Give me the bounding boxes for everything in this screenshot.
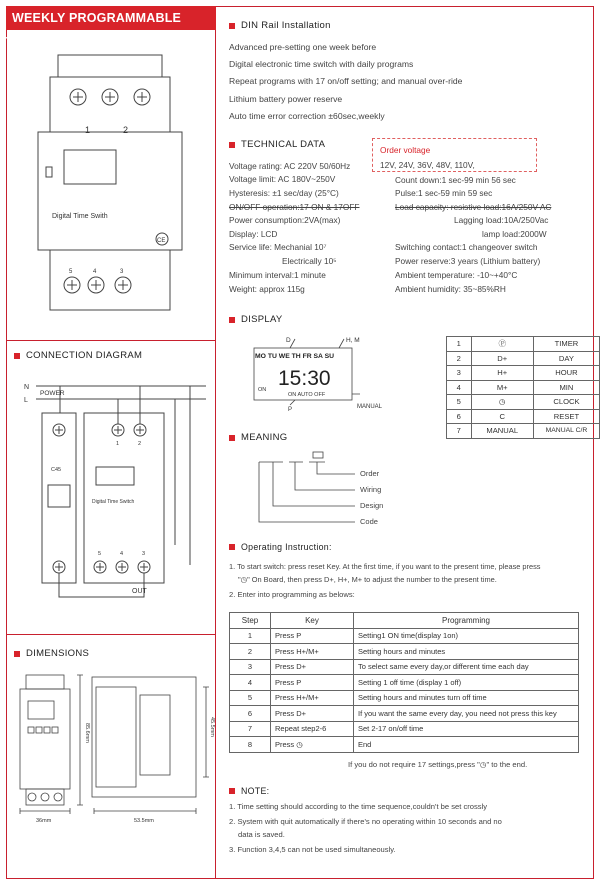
dimension-width: 36mm: [36, 818, 52, 824]
terminal-label: 5: [69, 269, 73, 275]
power-label: POWER: [40, 390, 65, 397]
table-row: 5 Press H+/M+ Setting hours and minutes turn off time: [230, 690, 579, 706]
note-line: data is saved.: [238, 830, 285, 839]
tech-spec: Ambient humidity: 35~85%RH: [395, 284, 506, 294]
terminal-label: 3: [120, 269, 124, 275]
note-line: 1. Time setting should according to the time sequence,couldn't be set crossly: [229, 802, 488, 811]
table-row: 7 MANUAL MANUAL C/R: [447, 424, 600, 439]
table-row: 3 H+ HOUR: [447, 366, 600, 381]
table-row: 4 Press P Setting 1 off time (display 1 off): [230, 675, 579, 691]
note-line: 2. System with quit automatically if there's no operating within 10 seconds and no: [229, 817, 502, 826]
bullet-icon: [229, 435, 235, 441]
connection-diagram: [20, 375, 210, 625]
meaning-label: Wiring: [360, 485, 382, 494]
note-heading: NOTE:: [229, 786, 269, 796]
tech-spec: Minimum interval:1 minute: [229, 270, 326, 280]
tech-heading: TECHNICAL DATA: [229, 139, 325, 150]
bullet-icon: [229, 317, 235, 323]
meaning-diagram: [255, 448, 415, 530]
tech-spec: Power reserve:3 years (Lithium battery): [395, 256, 541, 266]
meaning-label: Code: [360, 517, 378, 526]
order-voltage-label: Order voltage: [380, 145, 431, 155]
din-line: Digital electronic time switch with daily programs: [229, 59, 414, 69]
terminal-label: 1: [116, 441, 120, 447]
terminal-label: 2: [138, 441, 142, 447]
tech-spec: Hysteresis: ±1 sec/day (25°C): [229, 188, 339, 198]
meaning-label: Design: [360, 501, 384, 510]
operating-step-2: 2. Enter into programming as belows:: [229, 590, 355, 599]
table-row: 1 Ⓟ TIMER: [447, 337, 600, 352]
connection-heading: CONNECTION DIAGRAM: [14, 350, 142, 361]
hm-label: H, M: [346, 337, 360, 344]
divider: [6, 340, 216, 341]
programming-footer: If you do not require 17 settings,press "◷" to the end.: [348, 760, 528, 769]
table-row: 7 Repeat step2-6 Set 2-17 on/off time: [230, 721, 579, 737]
terminal-label: 5: [98, 551, 102, 557]
meaning-label: Order: [360, 469, 380, 478]
meaning-heading: MEANING: [229, 432, 287, 443]
table-row: 4 M+ MIN: [447, 380, 600, 395]
display-heading: DISPLAY: [229, 314, 283, 325]
tech-spec: Ambient temperature: -10~+40°C: [395, 270, 518, 280]
dimensions-heading: DIMENSIONS: [14, 648, 89, 659]
bullet-icon: [229, 142, 235, 148]
tech-spec: Load capacity: resistive load:16A/250V AC: [395, 202, 552, 212]
note-line: 3. Function 3,4,5 can not be used simultaneously.: [229, 845, 396, 854]
terminal-label: 4: [93, 269, 97, 275]
lcd-time: 15:30: [278, 367, 331, 390]
dimension-height: 85.6mm: [84, 723, 90, 743]
din-line: Auto time error correction ±60sec,weekly: [229, 111, 385, 121]
tech-spec: Weight: approx 115g: [229, 284, 305, 294]
ce-mark: CE: [157, 238, 166, 244]
tech-spec: Power consumption:2VA(max): [229, 215, 341, 225]
table-row: 3 Press D+ To select same every day,or different time each day: [230, 659, 579, 675]
programming-table: [229, 612, 579, 753]
table-row: 1 Press P Setting1 ON time(display 1on): [230, 628, 579, 644]
tech-spec: Pulse:1 sec-59 min 59 sec: [395, 188, 493, 198]
tech-spec: Electrically 10⁵: [282, 256, 337, 266]
device-label: Digital Time Switch: [92, 499, 135, 505]
bullet-icon: [229, 544, 235, 550]
tech-spec: Voltage limit: AC 180V~250V: [229, 174, 336, 184]
dimension-height-2: 45.5mm: [209, 717, 215, 737]
operating-heading: Operating Instruction:: [229, 542, 332, 552]
terminal-label: 4: [120, 551, 124, 557]
p-label: P: [288, 407, 293, 413]
lcd-display-diagram: [250, 334, 400, 414]
dimensions-drawing: [14, 665, 214, 825]
keys-table: [446, 336, 600, 439]
din-line: Lithium battery power reserve: [229, 94, 343, 104]
manual-label: MANUAL: [357, 404, 383, 410]
bullet-icon: [229, 23, 235, 29]
operating-step-1-cont: "◷" On Board, then press D+, H+, M+ to adjust the number to the present time.: [238, 575, 497, 584]
table-row: 6 C RESET: [447, 409, 600, 424]
dimension-depth: 53.5mm: [134, 818, 154, 824]
tech-spec: Count down:1 sec-99 min 56 sec: [395, 175, 516, 185]
d-label: D: [286, 337, 291, 344]
tech-spec: Service life: Mechanial 10⁷: [229, 242, 327, 252]
lcd-on-label: ON: [258, 387, 267, 393]
table-header-row: Step Key Programming: [230, 613, 579, 629]
tech-spec: ON/OFF operation:17 ON & 17OFF: [229, 202, 360, 212]
table-row: 2 Press H+/M+ Setting hours and minutes: [230, 644, 579, 660]
bullet-icon: [14, 353, 20, 359]
out-label: OUT: [132, 588, 147, 595]
table-row: 5 ◷ CLOCK: [447, 395, 600, 410]
terminal-label: 1: [85, 125, 91, 135]
table-row: 8 Press ◷ End: [230, 737, 579, 753]
bullet-icon: [14, 651, 20, 657]
tech-spec: Switching contact:1 changeover switch: [395, 242, 538, 252]
breaker-label: C45: [51, 467, 62, 473]
din-line: Advanced pre-setting one week before: [229, 42, 377, 52]
table-row: 2 D+ DAY: [447, 351, 600, 366]
n-label: N: [24, 384, 30, 391]
tech-spec: lamp load:2000W: [482, 229, 547, 239]
device-illustration: [30, 55, 190, 310]
table-row: 6 Press D+ If you want the same every day, you need not press this key: [230, 706, 579, 722]
l-label: L: [24, 397, 28, 404]
tech-spec: Lagging load:10A/250Vac: [454, 215, 549, 225]
bullet-icon: [229, 788, 235, 794]
order-voltage-values: 12V, 24V, 36V, 48V, 110V,: [380, 160, 475, 170]
din-line: Repeat programs with 17 on/off setting; and manual over-ride: [229, 76, 463, 86]
divider: [6, 634, 216, 635]
terminal-label: 3: [142, 551, 146, 557]
lcd-days: MO TU WE TH FR SA SU: [255, 353, 335, 360]
lcd-mode-label: ON AUTO OFF: [288, 392, 326, 398]
tech-spec: Display: LCD: [229, 229, 278, 239]
page-title: WEEKLY PROGRAMMABLE TIMER: [6, 6, 216, 30]
din-heading: DIN Rail Installation: [229, 20, 331, 31]
device-label: Digital Time Swith: [52, 213, 108, 220]
terminal-label: 2: [123, 125, 129, 135]
tech-spec: Voltage rating: AC 220V 50/60Hz: [229, 161, 351, 171]
operating-step-1: 1. To start switch: press reset Key. At the first time, if you want to the present time, please press: [229, 562, 541, 571]
